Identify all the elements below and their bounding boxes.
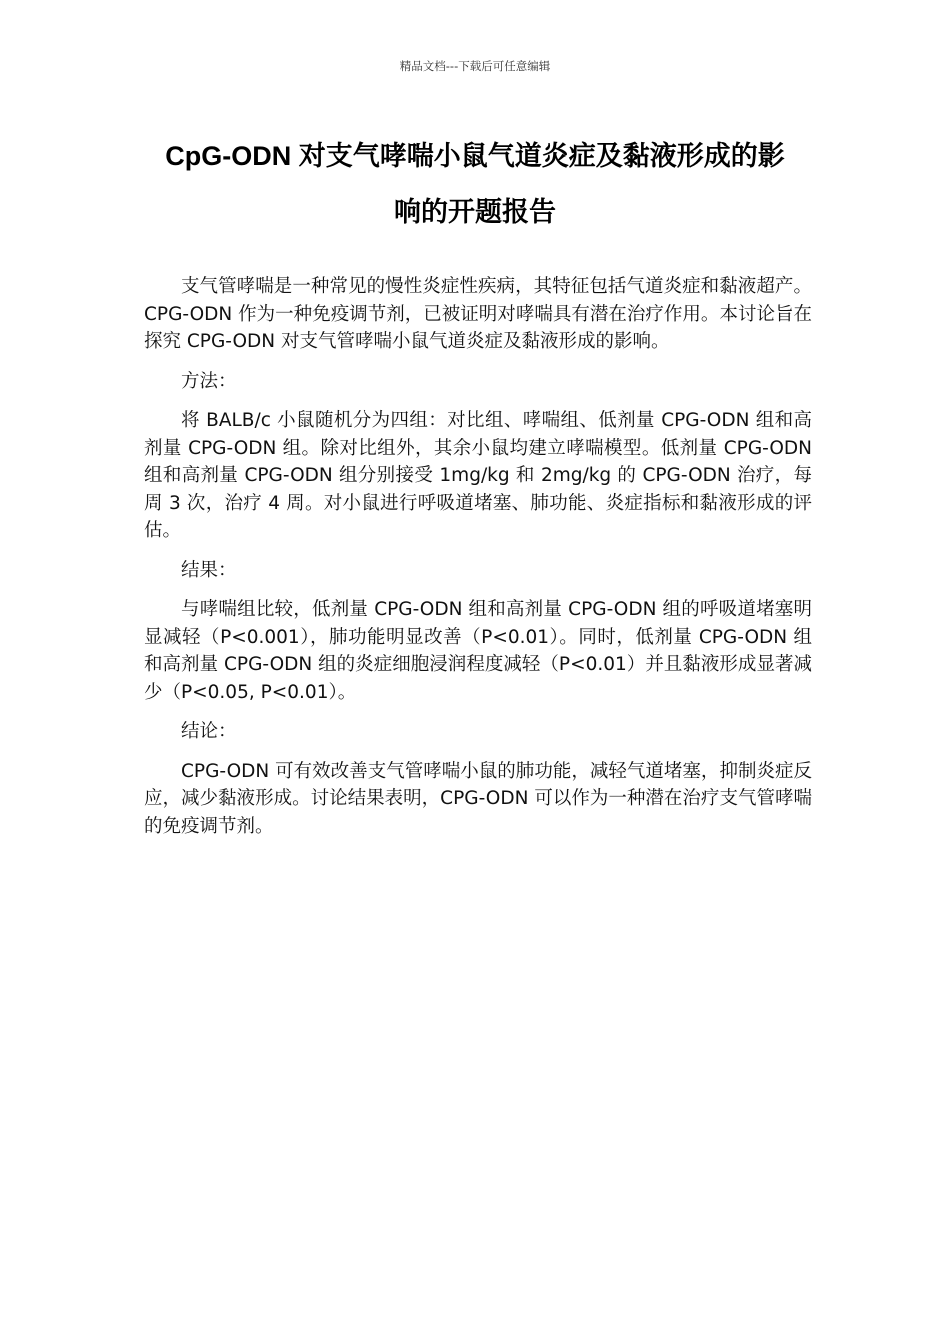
intro-paragraph: 支气管哮喘是一种常见的慢性炎症性疾病，其特征包括气道炎症和黏液超产。CPG-ODN 作为一种免疫调节剂，已被证明对哮喘具有潜在治疗作用。本讨论旨在探究 CPG-ODN 对支气管哮喘小鼠气道炎症及黏液形成的影响。 (144, 276, 812, 352)
title-line-2: 响的开题报告 (394, 197, 556, 227)
conclusion-heading: 结论： (181, 721, 237, 742)
results-heading: 结果： (181, 559, 237, 581)
methods-heading: 方法： (181, 370, 237, 392)
methods-paragraph: 将 BALB/c 小鼠随机分为四组：对比组、哮喘组、低剂量 CPG-ODN 组和高剂量 CPG-ODN 组。除对比组外，其余小鼠均建立哮喘模型。低剂量 CPG-ODN 组和高剂量 CPG-ODN 组分别接受 1mg/kg 和 2mg/kg 的 CPG-ODN 治疗，每周 3 次，治疗 4 周。对小鼠进行呼吸道堵塞、肺功能、炎症指标和黏液形成的评估。 (144, 410, 812, 541)
title-line-1: CpG-ODN 对支气哮喘小鼠气道炎症及黏液形成的影 (165, 141, 785, 171)
document-title (120, 128, 830, 240)
conclusion-paragraph: CPG-ODN 可有效改善支气管哮喘小鼠的肺功能，减轻气道堵塞，抑制炎症反应，减少黏液形成。讨论结果表明，CPG-ODN 可以作为一种潜在治疗支气管哮喘的免疫调节剂。 (144, 760, 812, 837)
document-body (144, 273, 812, 852)
results-paragraph: 与哮喘组比较，低剂量 CPG-ODN 组和高剂量 CPG-ODN 组的呼吸道堵塞明显减轻（P<0.001），肺功能明显改善（P<0.01）。同时，低剂量 CPG-ODN 组和高剂量 CPG-ODN 组的炎症细胞浸润程度减轻（P<0.01）并且黏液形成显著减少（P<0.05, P<0.01）。 (144, 599, 812, 703)
page-header: 精品文档---下载后可任意编辑 (399, 59, 551, 73)
